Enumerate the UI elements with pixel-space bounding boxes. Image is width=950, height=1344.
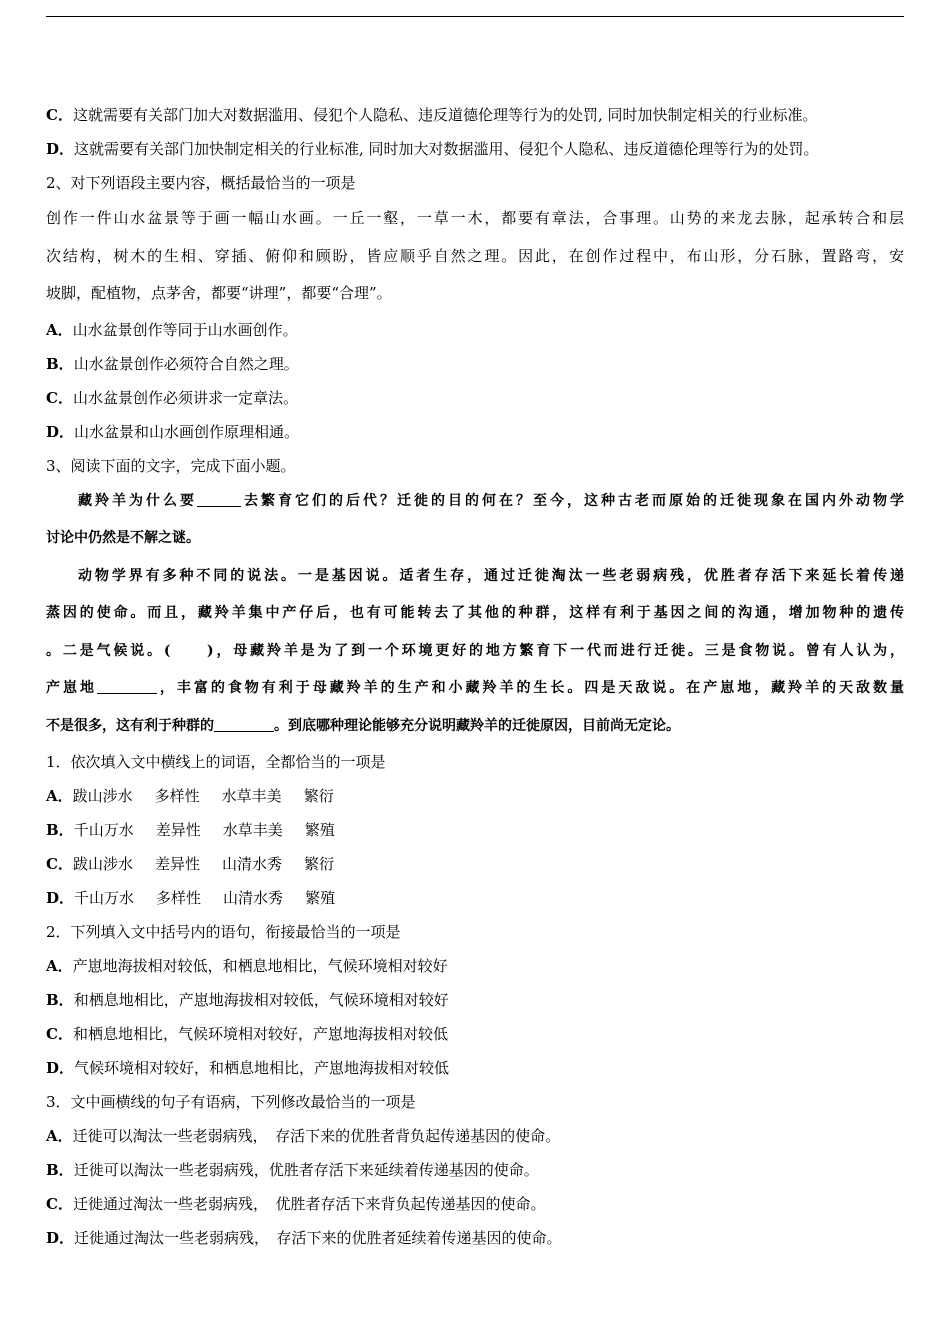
- option-word: 多样性: [154, 787, 200, 805]
- passage-line: 创作一件山水盆景等于画一幅山水画。一丘一壑，一草一木，都要有章法，合事理。山势的来龙去脉，起承转合和层: [46, 209, 904, 227]
- option-word: 繁殖: [304, 821, 335, 839]
- passage-line: 讨论中仍然是不解之谜。: [46, 530, 200, 546]
- option-letter: D．: [46, 1229, 75, 1247]
- sub-question-stem: 2．下列填入文中括号内的语句，衔接最恰当的一项是: [46, 923, 401, 941]
- option-line: [46, 813, 904, 847]
- option-text: 气候环境相对较好，和栖息地相比，产崽地海拔相对较低: [74, 1059, 450, 1077]
- sub-question-stem: 1．依次填入文中横线上的词语，全都恰当的一项是: [46, 753, 386, 771]
- fill-blank: [214, 717, 274, 732]
- option-line: [46, 983, 904, 1017]
- header-rule: [46, 16, 904, 17]
- option-letter: A．: [46, 1127, 73, 1145]
- option-text: 山水盆景创作必须符合自然之理。: [73, 354, 299, 373]
- option-letter: A．: [46, 320, 73, 339]
- sub-question-stem: 3．文中画横线的句子有语病，下列修改最恰当的一项是: [46, 1093, 416, 1111]
- option-line: [46, 132, 904, 166]
- option-text: 和栖息地相比，产崽地海拔相对较低，气候环境相对较好: [73, 991, 449, 1009]
- option-text: 这就需要有关部门加大对数据滥用、侵犯个人隐私、违反道德伦理等行为的处罚, 同时加快制定相关的行业标准。: [72, 106, 818, 124]
- passage-line: 蒸因的使命。而且，藏羚羊集中产仔后，也有可能转去了其他的种群，这样有利于基因之间的沟通，增加物种的遗传: [46, 605, 904, 621]
- exam-page: [46, 98, 904, 1255]
- option-line: [46, 949, 904, 983]
- option-word: 繁殖: [305, 889, 336, 907]
- passage-line: [46, 708, 904, 746]
- passage-text: 不是很多，这有利于种群的: [46, 717, 214, 734]
- option-text: 和栖息地相比，气候环境相对较好，产崽地海拔相对较低: [72, 1025, 448, 1043]
- option-word: 山清水秀: [221, 855, 282, 873]
- option-word: 千山万水: [73, 821, 134, 839]
- option-letter: D．: [46, 889, 75, 907]
- passage-text: 。到底哪种理论能够充分说明藏羚羊的迁徙原因，目前尚无定论。: [274, 717, 680, 734]
- option-line: [46, 1153, 904, 1187]
- passage-line: 。二是气候说。( )，母藏羚羊是为了到一个环境更好的地方繁育下一代而进行迁徙。三是食物说。曾有人认为，: [46, 642, 904, 659]
- option-letter: C．: [46, 388, 73, 407]
- option-letter: D．: [46, 140, 75, 158]
- option-text: 迁徙可以淘汰一些老弱病残， 存活下来的优胜者背负起传递基因的使命。: [72, 1127, 561, 1145]
- passage-line: [46, 483, 904, 521]
- option-word: 千山万水: [74, 889, 135, 907]
- passage-line: 动物学界有多种不同的说法。一是基因说。适者生存，通过迁徙淘汰一些老弱病残，优胜者存活下来延长着传递: [78, 567, 904, 584]
- option-letter: D．: [46, 422, 75, 441]
- option-letter: B．: [46, 354, 74, 373]
- option-word: 跋山涉水: [72, 787, 133, 805]
- option-text: 山水盆景创作必须讲求一定章法。: [72, 388, 298, 407]
- option-line: [46, 98, 904, 132]
- option-word: 差异性: [155, 821, 201, 839]
- option-word: 山清水秀: [223, 889, 284, 907]
- question-stem: 3、阅读下面的文字，完成下面小题。: [46, 456, 296, 475]
- option-text: 产崽地海拔相对较低，和栖息地相比，气候环境相对较好: [72, 957, 448, 975]
- option-text: 山水盆景和山水画创作原理相通。: [74, 422, 300, 441]
- passage-line: [46, 670, 904, 708]
- option-text: 迁徙可以淘汰一些老弱病残，优胜者存活下来延续着传递基因的使命。: [73, 1161, 539, 1179]
- option-letter: A．: [46, 957, 73, 975]
- option-line: [46, 347, 904, 381]
- option-line: [46, 313, 904, 347]
- option-text: 山水盆景创作等同于山水画创作。: [72, 320, 298, 339]
- option-word: 多样性: [156, 889, 202, 907]
- option-line: [46, 1119, 904, 1153]
- option-letter: C．: [46, 106, 73, 124]
- option-line: [46, 779, 904, 813]
- fill-blank: [197, 492, 241, 507]
- option-letter: C．: [46, 1025, 73, 1043]
- option-text: 迁徙通过淘汰一些老弱病残， 存活下来的优胜者延续着传递基因的使命。: [74, 1229, 562, 1247]
- option-line: [46, 1017, 904, 1051]
- option-line: [46, 847, 904, 881]
- option-letter: D．: [46, 1059, 75, 1077]
- option-line: [46, 1187, 904, 1221]
- option-line: [46, 1221, 904, 1255]
- passage-line: 坡脚，配植物，点茅舍，都要“讲理”，都要“合理”。: [46, 284, 392, 302]
- option-word: 繁衍: [303, 787, 334, 805]
- option-letter: B．: [46, 1161, 74, 1179]
- passage-text: 去繁育它们的后代？迁徙的目的何在？至今，这种古老而原始的迁徙现象在国内外动物学: [241, 492, 904, 509]
- option-letter: C．: [46, 855, 73, 873]
- option-letter: A．: [46, 787, 73, 805]
- fill-blank: [97, 679, 157, 694]
- option-line: [46, 1051, 904, 1085]
- option-letter: C．: [46, 1195, 73, 1213]
- option-letter: B．: [46, 821, 74, 839]
- option-line: [46, 381, 904, 415]
- option-letter: B．: [46, 991, 74, 1009]
- option-word: 水草丰美: [221, 787, 282, 805]
- option-text: 这就需要有关部门加快制定相关的行业标准, 同时加大对数据滥用、侵犯个人隐私、违反道德伦理等行为的处罚。: [74, 140, 819, 158]
- passage-line: 次结构，树木的生相、穿插、俯仰和顾盼，皆应顺乎自然之理。因此，在创作过程中，布山形，分石脉，置路弯，安: [46, 246, 904, 265]
- option-word: 水草丰美: [222, 821, 283, 839]
- option-line: [46, 415, 904, 449]
- passage-text: 产崽地: [46, 680, 97, 696]
- option-line: [46, 881, 904, 915]
- option-word: 繁衍: [304, 855, 335, 873]
- question-stem: 2、对下列语段主要内容，概括最恰当的一项是: [46, 174, 356, 192]
- passage-text: ，丰富的食物有利于母藏羚羊的生产和小藏羚羊的生长。四是天敌说。在产崽地，藏羚羊的天敌数量: [156, 680, 904, 696]
- option-text: 迁徙通过淘汰一些老弱病残， 优胜者存活下来背负起传递基因的使命。: [72, 1195, 546, 1213]
- passage-text: 藏羚羊为什么要: [78, 492, 197, 509]
- option-word: 差异性: [154, 855, 200, 873]
- option-word: 跋山涉水: [72, 855, 133, 873]
